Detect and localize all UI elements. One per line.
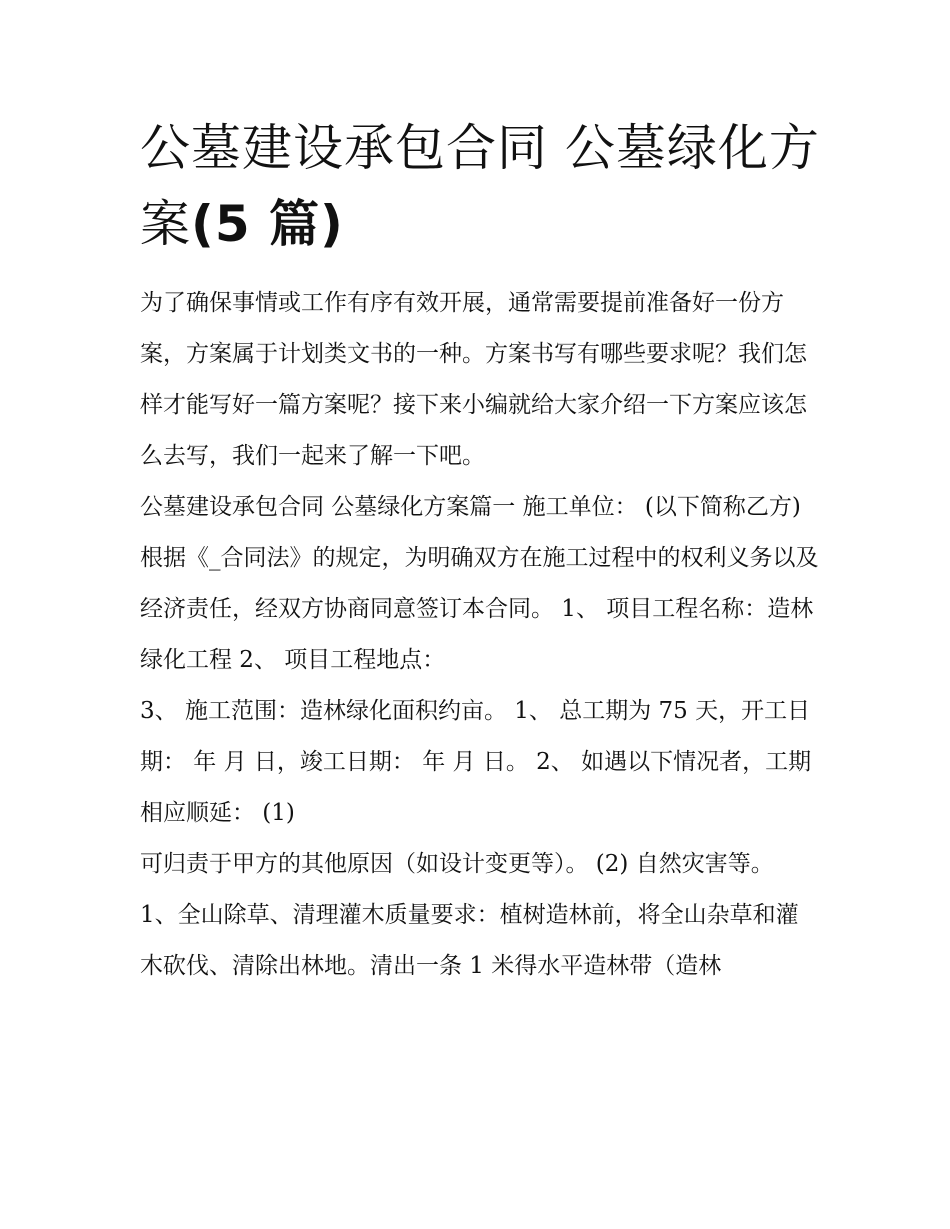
paragraph-contract-header: 公墓建设承包合同 公墓绿化方案篇一 施工单位： (以下简称乙方) <box>140 494 801 520</box>
paragraph-scope-schedule: 3、 施工范围：造林绿化面积约亩。 1、 总工期为 75 天，开工日期： 年 月 日，竣工日期： 年 月 日。 2、 如遇以下情况者，工期相应顺延： (1) <box>140 698 812 826</box>
paragraph-delay-reasons: 可归责于甲方的其他原因（如设计变更等）。 (2) 自然灾害等。 <box>140 851 774 877</box>
title-suffix-prefix: 案 <box>140 195 191 253</box>
paragraph-contract-basis: 根据《_合同法》的规定，为明确双方在施工过程中的权利义务以及经济责任，经双方协商同意签订本合同。 1、 项目工程名称：造林绿化工程 2、 项目工程地点： <box>140 545 819 673</box>
paragraph-intro: 为了确保事情或工作有序有效开展，通常需要提前准备好一份方案，方案属于计划类文书的一种。方案书写有哪些要求呢？我们怎样才能写好一篇方案呢？接下来小编就给大家介绍一下方案应该怎么去写，我们一起来了解一下吧。 <box>140 290 807 469</box>
document-page <box>140 110 820 992</box>
paragraph-quality-requirements: 1、全山除草、清理灌木质量要求：植树造林前，将全山杂草和灌木砍伐、清除出林地。清出一条 1 米得水平造林带（造林 <box>140 902 799 979</box>
title-suffix: (5 篇) <box>191 195 344 253</box>
document-title <box>140 110 820 262</box>
title-main: 公墓建设承包合同 公墓绿化方 <box>140 119 820 177</box>
